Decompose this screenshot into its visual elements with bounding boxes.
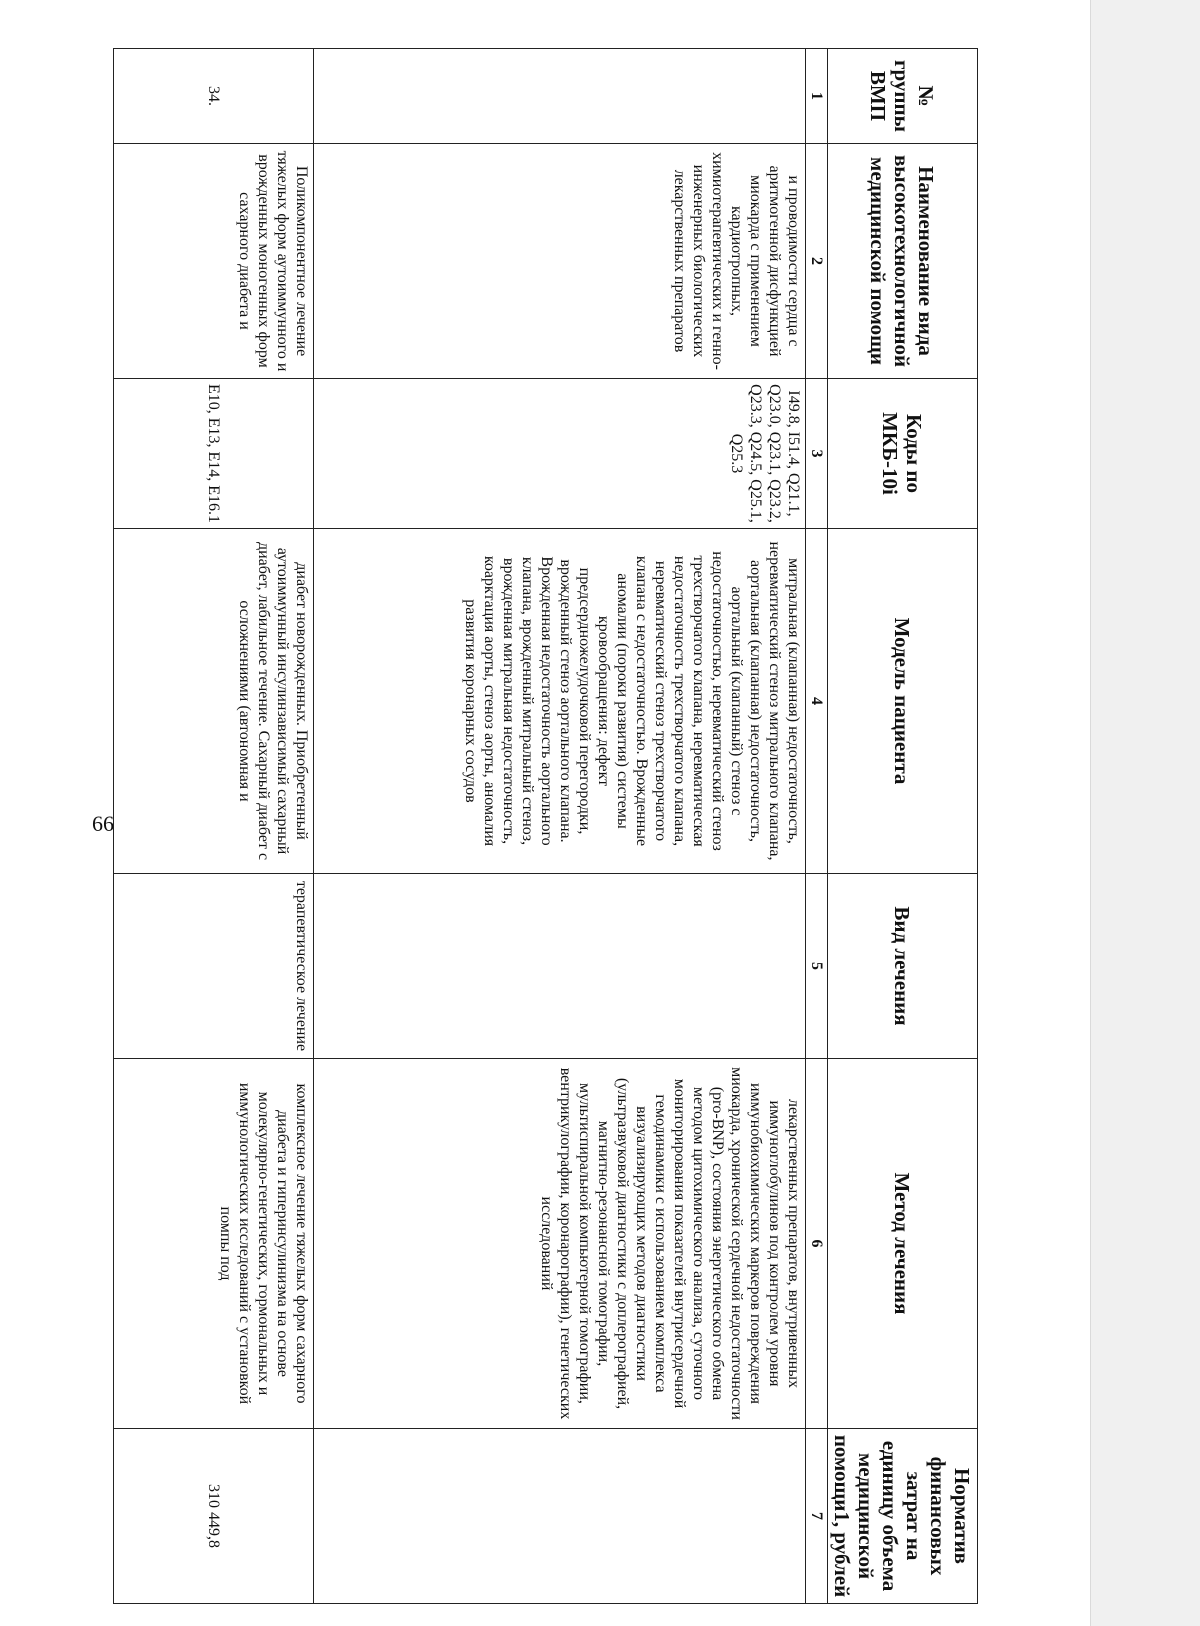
rotated-table-container: [113, 48, 978, 1603]
column-number: 7: [805, 1429, 827, 1604]
cell-vmp-name: Поликомпонентное лечение тяжелых форм аутоиммунного и врожденных моногенных форм сахарного диабета и: [114, 144, 314, 379]
header-icd-codes: Коды по МКБ-10i: [827, 379, 977, 529]
cell-patient-model: митральная (клапанная) недостаточность, неревматический стеноз митрального клапана, аортальная (клапанная) недостаточность, аортальный (клапанный) стеноз с недостаточностью, неревматический стеноз трехстворчатого клапана, неревматическая недостаточность трехстворчатого клапана, неревматический стеноз трехстворчатого клапана с недостаточностью. Врожденные аномалии (пороки развития) системы кровообращения: дефект предсердножелудочковой перегородки, врожденный стеноз аортального клапана. Врожденная недостаточность аортального клапана, врожденный митральный стеноз, врожденная митральная недостаточность, коарктация аорты, стеноз аорты, аномалия развития коронарных сосудов: [314, 529, 805, 874]
table-row: [314, 49, 805, 1604]
header-cost-norm: Норматив финансовых затрат на единицу объема медицинской помощи1, рублей: [827, 1429, 977, 1604]
header-row: [827, 49, 977, 1604]
cell-cost-norm: [314, 1429, 805, 1604]
viewer-margin: [1090, 0, 1200, 1626]
header-treatment-method: Метод лечения: [827, 1059, 977, 1429]
cell-icd-codes: I49.8, I51.4, Q21.1, Q23.0, Q23.1, Q23.2, Q23.3, Q24.5, Q25.1, Q25.3: [314, 379, 805, 529]
header-vmp-name: Наименование вида высокотехнологичной медицинской помощи: [827, 144, 977, 379]
cell-patient-model: диабет новорожденных. Приобретенный аутоиммунный инсулинзависимый сахарный диабет, лабильное течение. Сахарный диабет с осложнениями (автономная и: [114, 529, 314, 874]
page-number: 66: [92, 811, 114, 836]
column-number: 2: [805, 144, 827, 379]
table-row: [114, 49, 314, 1604]
vmp-table: [113, 48, 978, 1604]
column-number-row: [805, 49, 827, 1604]
rotated-table: [113, 48, 978, 1603]
cell-treatment-method: лекарственных препаратов, внутривенных иммуноглобулинов под контролем уровня иммунобиохимических маркеров повреждения миокарда, хронической сердечной недостаточности (pro-BNP), состояния энергетического обмена методом цитохимического анализа, суточного мониторирования показателей внутрисердечной гемодинамики с использованием комплекса визуализирующих методов диагностики (ультразвуковой диагностики с доплерографией, магнитно-резонансной томографии, мультиспиральной компьютерной томографии, вентрикулографии, коронарографии), генетических исследований: [314, 1059, 805, 1429]
header-treatment-kind: Вид лечения: [827, 874, 977, 1059]
column-number: 4: [805, 529, 827, 874]
column-number: 1: [805, 49, 827, 144]
column-number: 5: [805, 874, 827, 1059]
cell-group-number: [314, 49, 805, 144]
cell-treatment-kind: [314, 874, 805, 1059]
cell-treatment-kind: терапевтическое лечение: [114, 874, 314, 1059]
header-patient-model: Модель пациента: [827, 529, 977, 874]
cell-icd-codes: E10, E13, E14, E16.1: [114, 379, 314, 529]
cell-group-number: 34.: [114, 49, 314, 144]
header-group-number: № группы ВМП: [827, 49, 977, 144]
column-number: 3: [805, 379, 827, 529]
column-number: 6: [805, 1059, 827, 1429]
cell-treatment-method: комплексное лечение тяжелых форм сахарного диабета и гиперинсулинизма на основе молекулярно-генетических, гормональных и иммунологических исследований с установкой помпы под: [114, 1059, 314, 1429]
cell-cost-norm: 310 449,8: [114, 1429, 314, 1604]
cell-vmp-name: и проводимости сердца с аритмогенной дисфункцией миокарда с применением кардиотропных, химиотерапевтических и генно-инженерных биологических лекарственных препаратов: [314, 144, 805, 379]
